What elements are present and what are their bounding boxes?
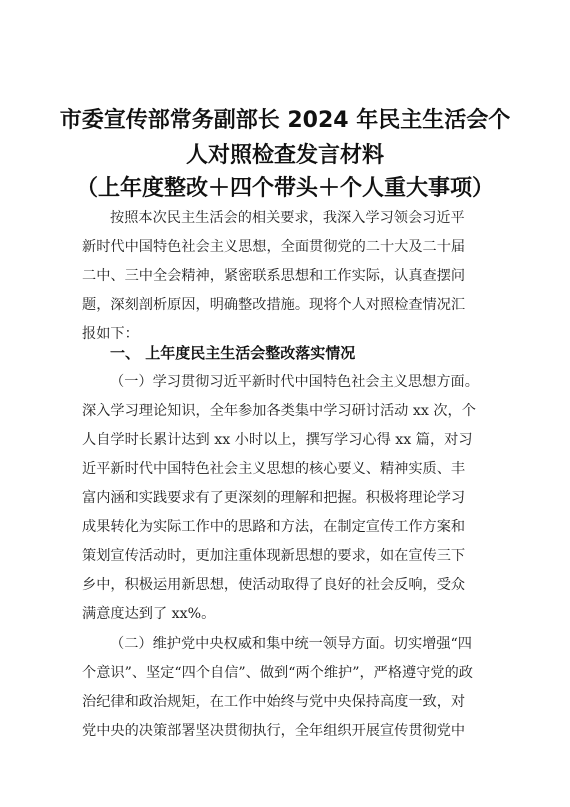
intro-line: 二中、三中全会精神，紧密联系思想和工作实际，认真查摆问	[82, 268, 466, 284]
paragraph-line: 个意识”、坚定“四个自信”、做到“两个维护”，严格遵守党的政	[82, 665, 473, 681]
document-title-line-2: 人对照检查发言材料	[185, 143, 384, 168]
paragraph-line: 富内涵和实践要求有了更深刻的理解和把握。积极将理论学习	[82, 490, 466, 506]
document-title-line-3: （上年度整改＋四个带头＋个人重大事项）	[75, 176, 494, 201]
intro-line: 题，深刻剖析原因，明确整改措施。现将个人对照检查情况汇	[82, 297, 466, 313]
intro-line: 新时代中国特色社会主义思想，全面贯彻党的二十大及二十届	[82, 239, 466, 255]
paragraph-line: 满意度达到了 xx%。	[82, 606, 216, 622]
paragraph-line: 乡中，积极运用新思想，使活动取得了良好的社会反响，受众	[82, 577, 466, 593]
intro-line: 按照本次民主生活会的相关要求，我深入学习领会习近平	[110, 210, 465, 226]
paragraph-line: 近平新时代中国特色社会主义思想的核心要义、精神实质、丰	[82, 461, 466, 477]
paragraph-line: 党中央的决策部署坚决贯彻执行，全年组织开展宣传贯彻党中	[82, 723, 466, 739]
paragraph-line: （二）维护党中央权威和集中统一领导方面。切实增强“四	[110, 636, 472, 652]
paragraph-line: 深入学习理论知识，全年参加各类集中学习研讨活动 xx 次，个	[82, 403, 476, 419]
paragraph-line: （一）学习贯彻习近平新时代中国特色社会主义思想方面。	[110, 374, 479, 390]
intro-paragraph	[82, 204, 502, 349]
paragraph-1	[82, 368, 502, 629]
paragraph-line: 成果转化为实际工作中的思路和方法，在制定宣传工作方案和	[82, 519, 466, 535]
paragraph-line: 人自学时长累计达到 xx 小时以上，撰写学习心得 xx 篇，对习	[82, 432, 473, 448]
paragraph-line: 治纪律和政治规矩，在工作中始终与党中央保持高度一致，对	[82, 694, 466, 710]
paragraph-line: 策划宣传活动时，更加注重体现新思想的要求，如在宣传三下	[82, 548, 466, 564]
paragraph-2	[82, 630, 502, 746]
document-title-line-1: 市委宣传部常务副部长 2024 年民主生活会个	[59, 108, 511, 133]
intro-line: 报如下：	[82, 326, 139, 342]
section-heading-1: 一、 上年度民主生活会整改落实情况	[110, 344, 356, 362]
